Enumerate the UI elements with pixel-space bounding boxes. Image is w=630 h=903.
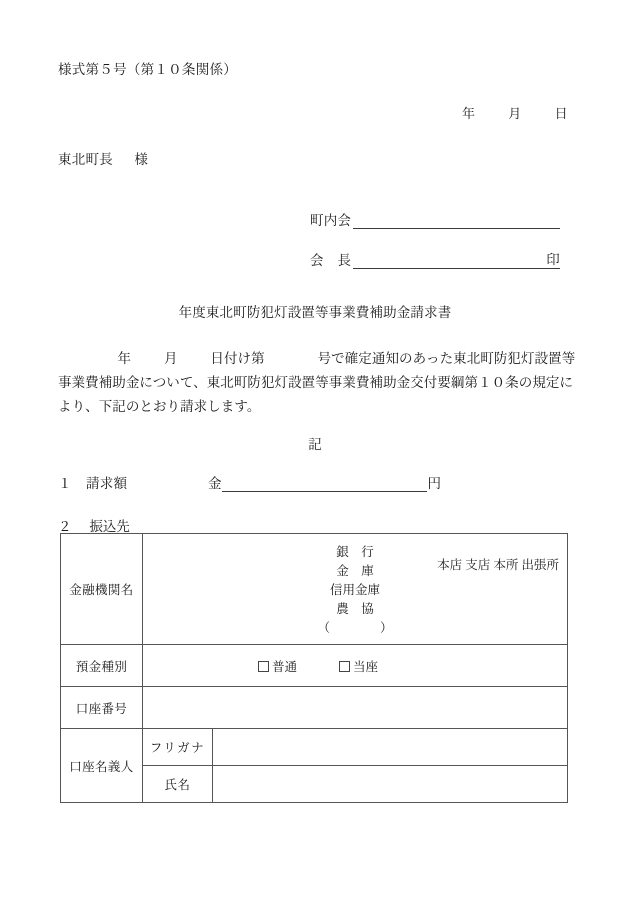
institution-name-header: 金融機関名 — [61, 534, 143, 645]
body-line-2: 事業費補助金について、東北町防犯灯設置等事業費補助金交付要綱第１０条の規定に — [58, 375, 574, 390]
claim-amount-field[interactable] — [222, 476, 427, 492]
branch-type-honten[interactable]: 本店 — [437, 558, 463, 572]
ki-marker: 記 — [308, 437, 322, 452]
institution-type-other[interactable]: （ ） — [317, 621, 393, 635]
date-line — [462, 103, 568, 122]
bank-details-table — [60, 533, 568, 803]
chairman-signature-row — [310, 249, 560, 269]
addressee-honorific: 様 — [134, 152, 149, 167]
form-number: 様式第５号（第１０条関係） — [58, 62, 238, 77]
claim-amount-row — [58, 472, 441, 492]
account-number-header: 口座番号 — [61, 687, 143, 729]
document-title: 年度東北町防犯灯設置等事業費補助金請求書 — [178, 305, 452, 320]
deposit-type-option-futsu[interactable] — [258, 657, 297, 675]
notice-month: 月 — [163, 351, 178, 366]
furigana-label: フリガナ — [143, 729, 213, 766]
deposit-type-label-toza: 当座 — [353, 659, 379, 674]
association-name-field[interactable] — [353, 212, 560, 229]
seal-mark: 印 — [546, 252, 560, 267]
checkbox-icon[interactable] — [258, 661, 269, 672]
institution-name-cell[interactable] — [143, 534, 568, 645]
body-line-1 — [58, 347, 576, 371]
claim-amount-number: １ — [58, 476, 72, 491]
notice-year: 年 — [117, 351, 132, 366]
table-row-account-number — [61, 687, 568, 729]
addressee-office: 東北町長 — [58, 152, 114, 167]
currency-suffix: 円 — [427, 476, 441, 491]
table-row-institution — [61, 534, 568, 645]
chairman-name-field[interactable] — [353, 252, 544, 269]
table-row-account-holder-furigana — [61, 729, 568, 766]
account-holder-header: 口座名義人 — [61, 729, 143, 803]
deposit-type-cell — [143, 645, 568, 687]
date-day: 日 — [554, 106, 568, 121]
addressee-line — [58, 148, 148, 168]
account-number-field[interactable] — [143, 687, 568, 729]
branch-type-shutchojo[interactable]: 出張所 — [521, 558, 559, 572]
transfer-destination-heading — [58, 515, 130, 535]
association-label: 町内会 — [310, 213, 352, 228]
currency-prefix: 金 — [208, 476, 222, 491]
institution-type-shinyo-kinko[interactable]: 信用金庫 — [329, 583, 380, 597]
body-paragraph — [58, 347, 576, 419]
association-signature-row — [310, 209, 560, 229]
chairman-label: 会 長 — [310, 253, 352, 268]
deposit-type-label-futsu: 普通 — [272, 659, 298, 674]
furigana-field[interactable] — [213, 729, 568, 766]
transfer-number: ２ — [58, 519, 72, 534]
institution-type-kinko[interactable]: 金 庫 — [336, 564, 374, 578]
deposit-type-header: 預金種別 — [61, 645, 143, 687]
holder-name-label: 氏名 — [143, 766, 213, 803]
holder-name-field[interactable] — [213, 766, 568, 803]
checkbox-icon[interactable] — [339, 661, 350, 672]
deposit-type-option-toza[interactable] — [339, 657, 378, 675]
date-month: 月 — [508, 106, 522, 121]
institution-type-bank[interactable]: 銀 行 — [336, 545, 374, 559]
notice-line1-tail: 号で確定通知のあった東北町防犯灯設置等 — [317, 351, 576, 366]
date-year: 年 — [462, 106, 476, 121]
body-line-3: より、下記のとおり請求します。 — [58, 399, 261, 414]
institution-type-nokyo[interactable]: 農 協 — [336, 602, 374, 616]
branch-type-shiten[interactable]: 支店 — [465, 558, 491, 572]
table-row-deposit-type — [61, 645, 568, 687]
branch-type-options — [437, 556, 559, 575]
notice-date-suffix: 日付け第 — [210, 351, 265, 366]
claim-amount-label: 請求額 — [86, 476, 128, 491]
branch-type-honjo[interactable]: 本所 — [493, 558, 519, 572]
transfer-label: 振込先 — [89, 519, 130, 534]
